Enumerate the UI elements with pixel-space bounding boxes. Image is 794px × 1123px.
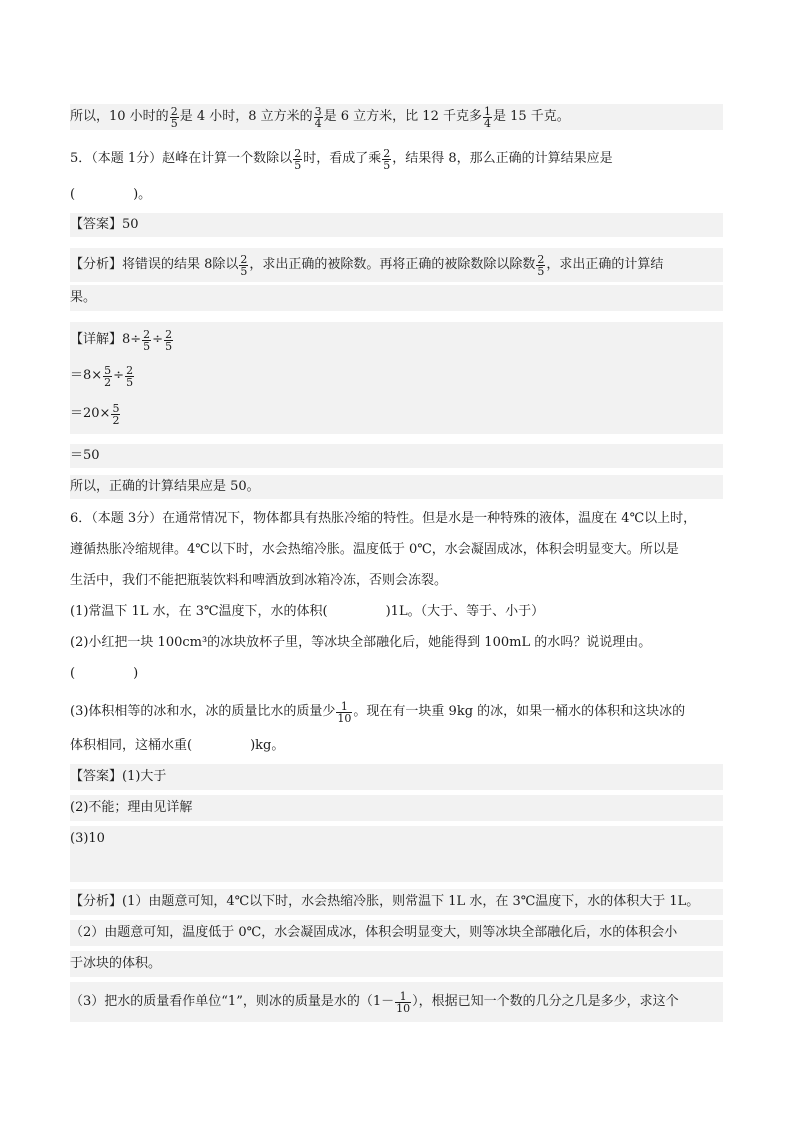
denominator: 5: [165, 339, 173, 353]
text: 生活中，我们不能把瓶装饮料和啤酒放到冰箱冷冻，否则会冻裂。: [70, 573, 448, 588]
text: 【答案】(1)大于: [70, 769, 167, 784]
text-line: [70, 734, 723, 758]
analysis-line: [70, 248, 723, 282]
question-5-line: [70, 146, 723, 172]
text: ，求出正确的被除数。再将正确的被除数除以除数: [249, 257, 536, 272]
text: 是 15 千克。: [492, 109, 570, 124]
denominator: 2: [104, 375, 112, 389]
text: 是 4 小时，8 立方米的: [179, 109, 313, 124]
text: 【详解】8÷: [70, 332, 142, 347]
fraction: [170, 106, 179, 129]
sub-question-1: [70, 600, 723, 624]
detail-line: [70, 394, 723, 434]
text: ＝8×: [70, 368, 103, 383]
answer-line: [70, 795, 723, 821]
numerator: 1: [340, 699, 348, 713]
numerator: 3: [314, 104, 322, 118]
text: 是 6 立方米，比 12 千克多: [323, 109, 482, 124]
numerator: 2: [294, 146, 302, 160]
analysis-line: [70, 951, 723, 977]
denominator: 5: [537, 264, 545, 278]
numerator: 2: [165, 327, 173, 341]
text: （2）由题意可知，温度低于 0℃，水会凝固成冰，体积会明显变大，则等冰块全部融化后，水的体积会小: [70, 925, 678, 940]
text: (: [70, 187, 76, 202]
text: ＝50: [70, 448, 100, 463]
text: ），根据已知一个数的几分之几是多少，求这个: [412, 994, 679, 1009]
numerator: 2: [170, 104, 178, 118]
denominator: 10: [337, 711, 352, 725]
denominator: 5: [143, 339, 151, 353]
text: 体积相同，这桶水重(: [70, 738, 193, 753]
text: 。现在有一块重 9kg 的冰，如果一桶水的体积和这块冰的: [353, 704, 686, 719]
numerator: 2: [143, 327, 151, 341]
detail-line: [70, 358, 723, 394]
text: 6．（本题 3分）在通常情况下，物体都具有热胀冷缩的特性。但是水是一种特殊的液体，温度在 4℃以上时，: [70, 511, 697, 526]
text: 于冰块的体积。: [70, 956, 162, 971]
fraction: [336, 701, 352, 724]
answer-line: [70, 826, 723, 852]
text: 【分析】(1）由题意可知，4℃以下时，水会热缩冷胀，则常温下 1L 水，在 3℃温度下，水的体积大于 1L。: [70, 894, 700, 909]
text: (: [70, 666, 76, 681]
text: ，求出正确的计算结: [546, 257, 664, 272]
analysis-line: [70, 920, 723, 946]
analysis-line: [70, 889, 723, 915]
denominator: 5: [126, 375, 134, 389]
text-line: [70, 538, 723, 562]
text: （3）把水的质量看作单位“1”，则冰的质量是水的（1－: [70, 994, 395, 1009]
denominator: 5: [294, 158, 302, 172]
fraction: [164, 329, 173, 352]
answer-blank-line: [70, 184, 723, 206]
text: ÷: [113, 368, 125, 383]
text-line: [70, 569, 723, 593]
analysis-line: [70, 982, 723, 1022]
numerator: 2: [537, 252, 545, 266]
numerator: 5: [112, 401, 120, 415]
fraction: [142, 329, 151, 352]
denominator: 10: [396, 1001, 411, 1015]
denominator: 5: [383, 158, 391, 172]
numerator: 2: [383, 146, 391, 160]
detail-line: [70, 444, 723, 468]
conclusion-line: [70, 475, 723, 499]
text: (2)小红把一块 100cm³的冰块放杯子里，等冰块全部融化后，她能得到 100mL 的水吗？说说理由。: [70, 635, 652, 650]
text: 果。: [70, 290, 97, 305]
text: (3)体积相等的冰和水，冰的质量比水的质量少: [70, 704, 336, 719]
text: 时，看成了乘: [303, 151, 382, 166]
numerator: 5: [104, 363, 112, 377]
fraction: [536, 254, 545, 277]
answer-line: [70, 213, 723, 237]
fraction: [111, 403, 120, 426]
text: ÷: [152, 332, 164, 347]
denominator: 5: [170, 116, 178, 130]
answer-line: [70, 764, 723, 790]
detail-line: [70, 322, 723, 358]
denominator: 4: [314, 116, 322, 130]
shaded-spacer: [70, 852, 723, 882]
denominator: 4: [483, 116, 491, 130]
numerator: 1: [483, 104, 491, 118]
text: 【答案】50: [70, 217, 139, 232]
fraction: [483, 106, 492, 129]
answer-blank-line: [70, 662, 723, 686]
text-line: [70, 104, 723, 130]
fraction: [314, 106, 323, 129]
text: 所以，正确的计算结果应是 50。: [70, 479, 260, 494]
fraction: [382, 148, 391, 171]
text: 【分析】将错误的结果 8除以: [70, 257, 239, 272]
text: ＝20×: [70, 406, 111, 421]
text: )。: [133, 187, 152, 202]
text: 5．（本题 1分）赵峰在计算一个数除以: [70, 151, 293, 166]
fraction: [239, 254, 248, 277]
denominator: 2: [112, 413, 120, 427]
fraction: [125, 365, 134, 388]
analysis-line: [70, 285, 723, 311]
fraction: [395, 991, 411, 1014]
numerator: 2: [126, 363, 134, 377]
text: (3)10: [70, 831, 105, 846]
text: (1)常温下 1L 水，在 3℃温度下，水的体积(: [70, 604, 328, 619]
question-6-line: [70, 507, 723, 531]
text: 所以，10 小时的: [70, 109, 169, 124]
fraction: [293, 148, 302, 171]
text: )kg。: [250, 738, 285, 753]
sub-question-2: [70, 631, 723, 655]
text: )1L。（大于、等于、小于）: [385, 604, 545, 619]
sub-question-3: [70, 694, 723, 730]
fraction: [103, 365, 112, 388]
text: 遵循热胀冷缩规律。4℃以下时，水会热缩冷胀。温度低于 0℃，水会凝固成冰，体积会明显变大。所以是: [70, 542, 679, 557]
text: ): [133, 666, 139, 681]
numerator: 2: [240, 252, 248, 266]
text: ，结果得 8，那么正确的计算结果应是: [392, 151, 613, 166]
text: (2)不能；理由见详解: [70, 800, 193, 815]
denominator: 5: [240, 264, 248, 278]
numerator: 1: [399, 989, 407, 1003]
